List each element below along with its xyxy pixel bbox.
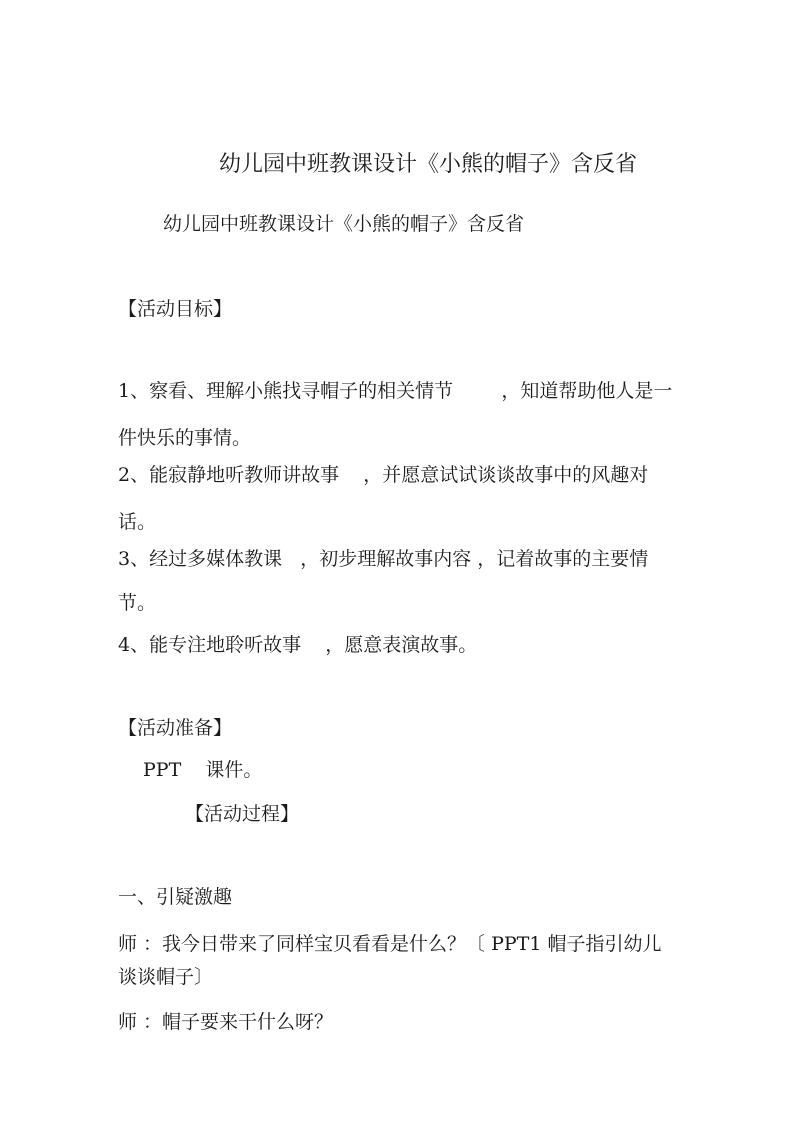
section-heading-goals: 【活动目标】 <box>118 298 233 320</box>
preparation-text: PPT 课件。 <box>143 759 263 781</box>
goal-item-1: 1、察看、理解小熊找寻帽子的相关情节 ，知道帮助他人是一 <box>118 380 673 402</box>
goal-item-3: 3、经过多媒体教课 ，初步理解故事内容 ，记着故事的主要情 <box>118 548 649 570</box>
goal-item-2-continued: 话。 <box>118 511 157 533</box>
goal-item-4: 4、能专注地聆听故事 ，愿意表演故事。 <box>118 634 478 656</box>
goal-item-1-continued: 件快乐的事情。 <box>118 427 252 449</box>
dialogue-line-1-continued: 谈谈帽子〕 <box>118 966 214 988</box>
dialogue-line-1: 师 ：我今日带来了同样宝贝看看是什么？〔 PPT1 帽子指引幼儿 <box>118 933 662 955</box>
document-title: 幼儿园中班教课设计《小熊的帽子》含反省 <box>219 152 638 177</box>
dialogue-line-2: 师 ：帽子要来干什么呀？ <box>118 1011 334 1033</box>
document-subtitle: 幼儿园中班教课设计《小熊的帽子》含反省 <box>163 213 525 235</box>
goal-item-2: 2、能寂静地听教师讲故事 ，并愿意试试谈谈故事中的风趣对 <box>118 464 649 486</box>
goal-item-3-continued: 节。 <box>118 592 157 614</box>
process-step-heading: 一、引疑激趣 <box>118 886 233 908</box>
section-heading-process: 【活动过程】 <box>185 803 300 825</box>
section-heading-preparation: 【活动准备】 <box>118 717 233 739</box>
